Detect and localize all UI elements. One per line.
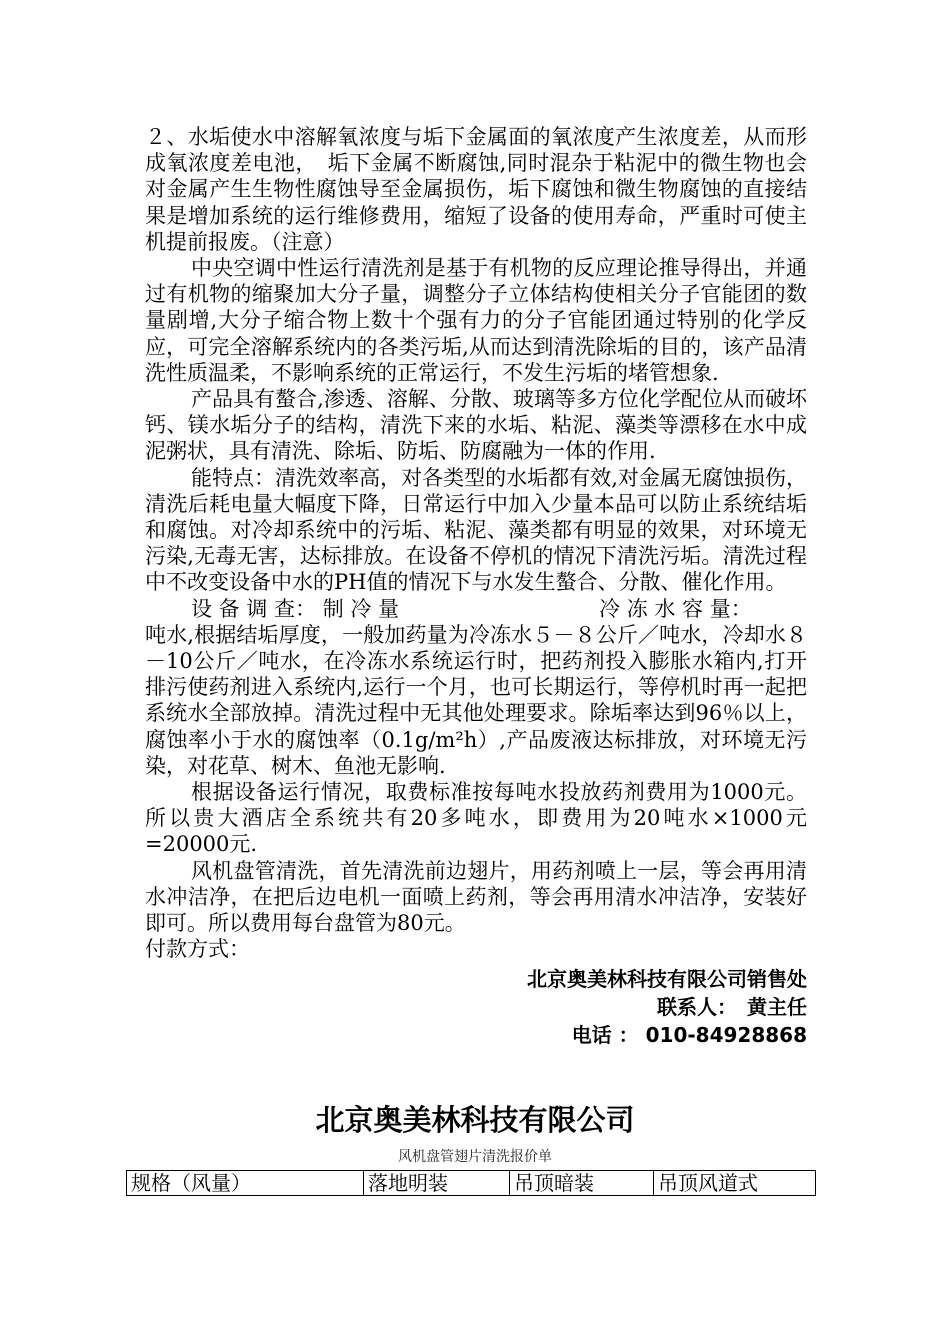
- paragraph-pricing: 根据设备运行情况，取费标准按每吨水投放药剂费用为1000元。所以贵大酒店全系统共有20多吨水，即费用为20吨水×1000元=20000元.: [145, 780, 807, 857]
- signature-contact: 联系人： 黄主任: [657, 994, 807, 1019]
- paragraph-dosage: 吨水,根据结垢厚度，一般加药量为冷冻水５－８公斤／吨水，冷却水８－10公斤／吨水，在冷冻水系统运行时，把药剂投入膨胀水箱内,打开排污使药剂进入系统内,运行一个月，也可长期运行，等停机时再一起把系统水全部放掉。清洗过程中无其他处理要求。除垢率达到96％以上，腐蚀率小于水的腐蚀率（0.1g/m²h）,产品废液达标排放，对环境无污染，对花草、树木、鱼池无影响.: [145, 622, 807, 778]
- quote-table-title: 风机盘管翅片清洗报价单: [398, 1149, 552, 1165]
- table-header-ceiling-concealed: 吊顶暗装: [510, 1171, 654, 1196]
- table-header-spec: 规格（风量）: [127, 1171, 364, 1196]
- survey-cooling-capacity-label: 设 备 调 查： 制 冷 量: [191, 596, 400, 621]
- paragraph-equipment-survey: [145, 596, 807, 622]
- paragraph-scale-damage: ２、水垢使水中溶解氧浓度与垢下金属面的氧浓度产生浓度差，从而形成氧浓度差电池， 垢下金属不断腐蚀,同时混杂于粘泥中的微生物也会对金属产生生物性腐蚀导至金属损伤，垢下腐蚀和微生物腐蚀的直接结果是增加系统的运行维修费用，缩短了设备的使用寿命，严重时可使主机提前报废。（注意）: [145, 125, 807, 254]
- signature-phone: 电话 ： 010-84928868: [571, 1022, 807, 1047]
- table-header-ceiling-duct: 吊顶风道式: [654, 1171, 816, 1196]
- paragraph-payment: 付款方式：: [145, 937, 250, 962]
- table-header-floor-exposed: 落地明装: [364, 1171, 510, 1196]
- table-header-row: [127, 1171, 816, 1196]
- paragraph-fan-coil: 风机盘管清洗，首先清洗前边翅片，用药剂喷上一层，等会再用清水冲洁净，在把后边电机一面喷上药剂，等会再用清水冲洁净，安装好即可。所以费用每台盘管为80元。: [145, 858, 807, 936]
- document-body: [145, 124, 807, 1049]
- survey-chilled-water-label: 冷 冻 水 容 量：: [599, 596, 752, 621]
- quote-table: [126, 1170, 816, 1196]
- company-title: 北京奥美林科技有限公司: [315, 1103, 635, 1137]
- paragraph-chelation: 产品具有螯合,渗透、溶解、分散、玻璃等多方位化学配位从而破坏钙、镁水垢分子的结构，清洗下来的水垢、粘泥、藻类等漂移在水中成泥粥状，具有清洗、除垢、防垢、防腐融为一体的作用.: [145, 387, 807, 464]
- paragraph-features: 能特点：清洗效率高，对各类型的水垢都有效,对金属无腐蚀损伤，清洗后耗电量大幅度下降，日常运行中加入少量本品可以防止系统结垢和腐蚀。对冷却系统中的污垢、粘泥、藻类都有明显的效果，对环境无污染,无毒无害，达标排放。在设备不停机的情况下清洗污垢。清洗过程中不改变设备中水的PH值的情况下与水发生螯合、分散、催化作用。: [145, 465, 807, 595]
- signature-block: [145, 965, 807, 1049]
- paragraph-cleaning-agent: 中央空调中性运行清洗剂是基于有机物的反应理论推导得出，并通过有机物的缩聚加大分子量，调整分子立体结构使相关分子官能团的数量剧增,大分子缩合物上数十个强有力的分子官能团通过特别的化学反应，可完全溶解系统内的各类污垢,从而达到清洗除垢的目的，该产品清洗性质温柔，不影响系统的正常运行，不发生污垢的堵管想象.: [145, 256, 807, 385]
- signature-company: 北京奥美林科技有限公司销售处: [527, 966, 807, 991]
